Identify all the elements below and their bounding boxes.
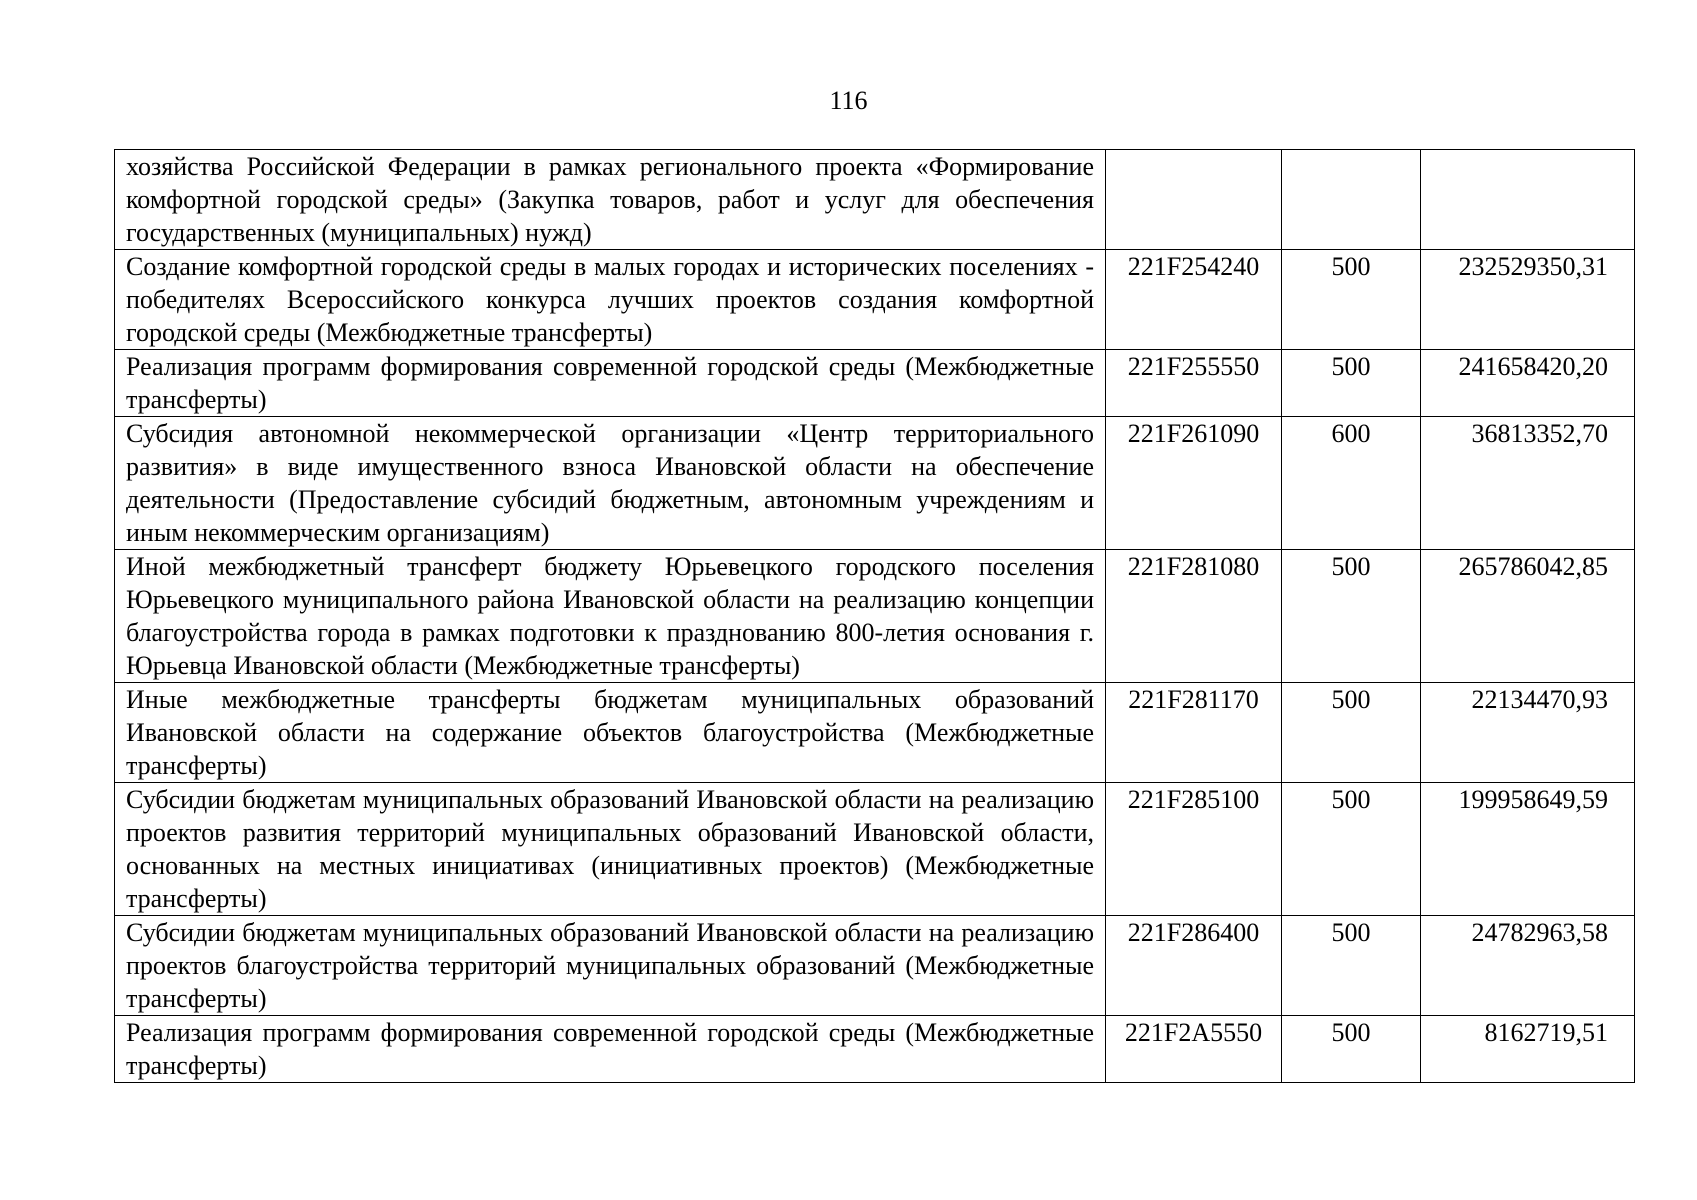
row-description: Субсидии бюджетам муниципальных образований Ивановской области на реализацию проектов развития территорий муниципальных образований Ивановской области, основанных на местных инициативах (инициативных проектов) (Межбюджетные трансферты): [115, 783, 1106, 916]
row-code: 221F286400: [1106, 916, 1282, 1016]
table-row: [115, 550, 1635, 683]
table-row: [115, 250, 1635, 350]
row-type: [1282, 150, 1421, 250]
row-amount: 241658420,20: [1421, 350, 1635, 417]
row-type: 600: [1282, 417, 1421, 550]
row-description: Иные межбюджетные трансферты бюджетам муниципальных образований Ивановской области на содержание объектов благоустройства (Межбюджетные трансферты): [115, 683, 1106, 783]
row-amount: [1421, 150, 1635, 250]
row-code: 221F255550: [1106, 350, 1282, 417]
row-description: Субсидии бюджетам муниципальных образований Ивановской области на реализацию проектов благоустройства территорий муниципальных образований (Межбюджетные трансферты): [115, 916, 1106, 1016]
row-description: Реализация программ формирования современной городской среды (Межбюджетные трансферты): [115, 1016, 1106, 1083]
row-type: 500: [1282, 250, 1421, 350]
table-row: [115, 350, 1635, 417]
row-type: 500: [1282, 550, 1421, 683]
row-code: 221F281080: [1106, 550, 1282, 683]
row-type: 500: [1282, 683, 1421, 783]
row-amount: 265786042,85: [1421, 550, 1635, 683]
row-amount: 24782963,58: [1421, 916, 1635, 1016]
row-amount: 36813352,70: [1421, 417, 1635, 550]
row-description: Субсидия автономной некоммерческой организации «Центр территориального развития» в виде имущественного взноса Ивановской области на обеспечение деятельности (Предоставление субсидий бюджетным, автономным учреждениям и иным некоммерческим организациям): [115, 417, 1106, 550]
row-code: 221F261090: [1106, 417, 1282, 550]
row-type: 500: [1282, 1016, 1421, 1083]
row-amount: 232529350,31: [1421, 250, 1635, 350]
row-description: хозяйства Российской Федерации в рамках регионального проекта «Формирование комфортной городской среды» (Закупка товаров, работ и услуг для обеспечения государственных (муниципальных) нужд): [115, 150, 1106, 250]
budget-table: [114, 149, 1635, 1083]
page-number: 116: [829, 86, 868, 115]
row-code: 221F254240: [1106, 250, 1282, 350]
row-type: 500: [1282, 350, 1421, 417]
table-row: [115, 417, 1635, 550]
table-row: [115, 1016, 1635, 1083]
row-description: Создание комфортной городской среды в малых городах и исторических поселениях - победителях Всероссийского конкурса лучших проектов создания комфортной городской среды (Межбюджетные трансферты): [115, 250, 1106, 350]
row-amount: 199958649,59: [1421, 783, 1635, 916]
table-row: [115, 683, 1635, 783]
table-row: [115, 150, 1635, 250]
row-description: Иной межбюджетный трансферт бюджету Юрьевецкого городского поселения Юрьевецкого муниципального района Ивановской области на реализацию концепции благоустройства города в рамках подготовки к празднованию 800-летия основания г. Юрьевца Ивановской области (Межбюджетные трансферты): [115, 550, 1106, 683]
row-type: 500: [1282, 783, 1421, 916]
table-row: [115, 783, 1635, 916]
row-code: 221F2A5550: [1106, 1016, 1282, 1083]
row-code: 221F285100: [1106, 783, 1282, 916]
table-row: [115, 916, 1635, 1016]
row-type: 500: [1282, 916, 1421, 1016]
row-description: Реализация программ формирования современной городской среды (Межбюджетные трансферты): [115, 350, 1106, 417]
row-amount: 8162719,51: [1421, 1016, 1635, 1083]
row-amount: 22134470,93: [1421, 683, 1635, 783]
row-code: [1106, 150, 1282, 250]
row-code: 221F281170: [1106, 683, 1282, 783]
